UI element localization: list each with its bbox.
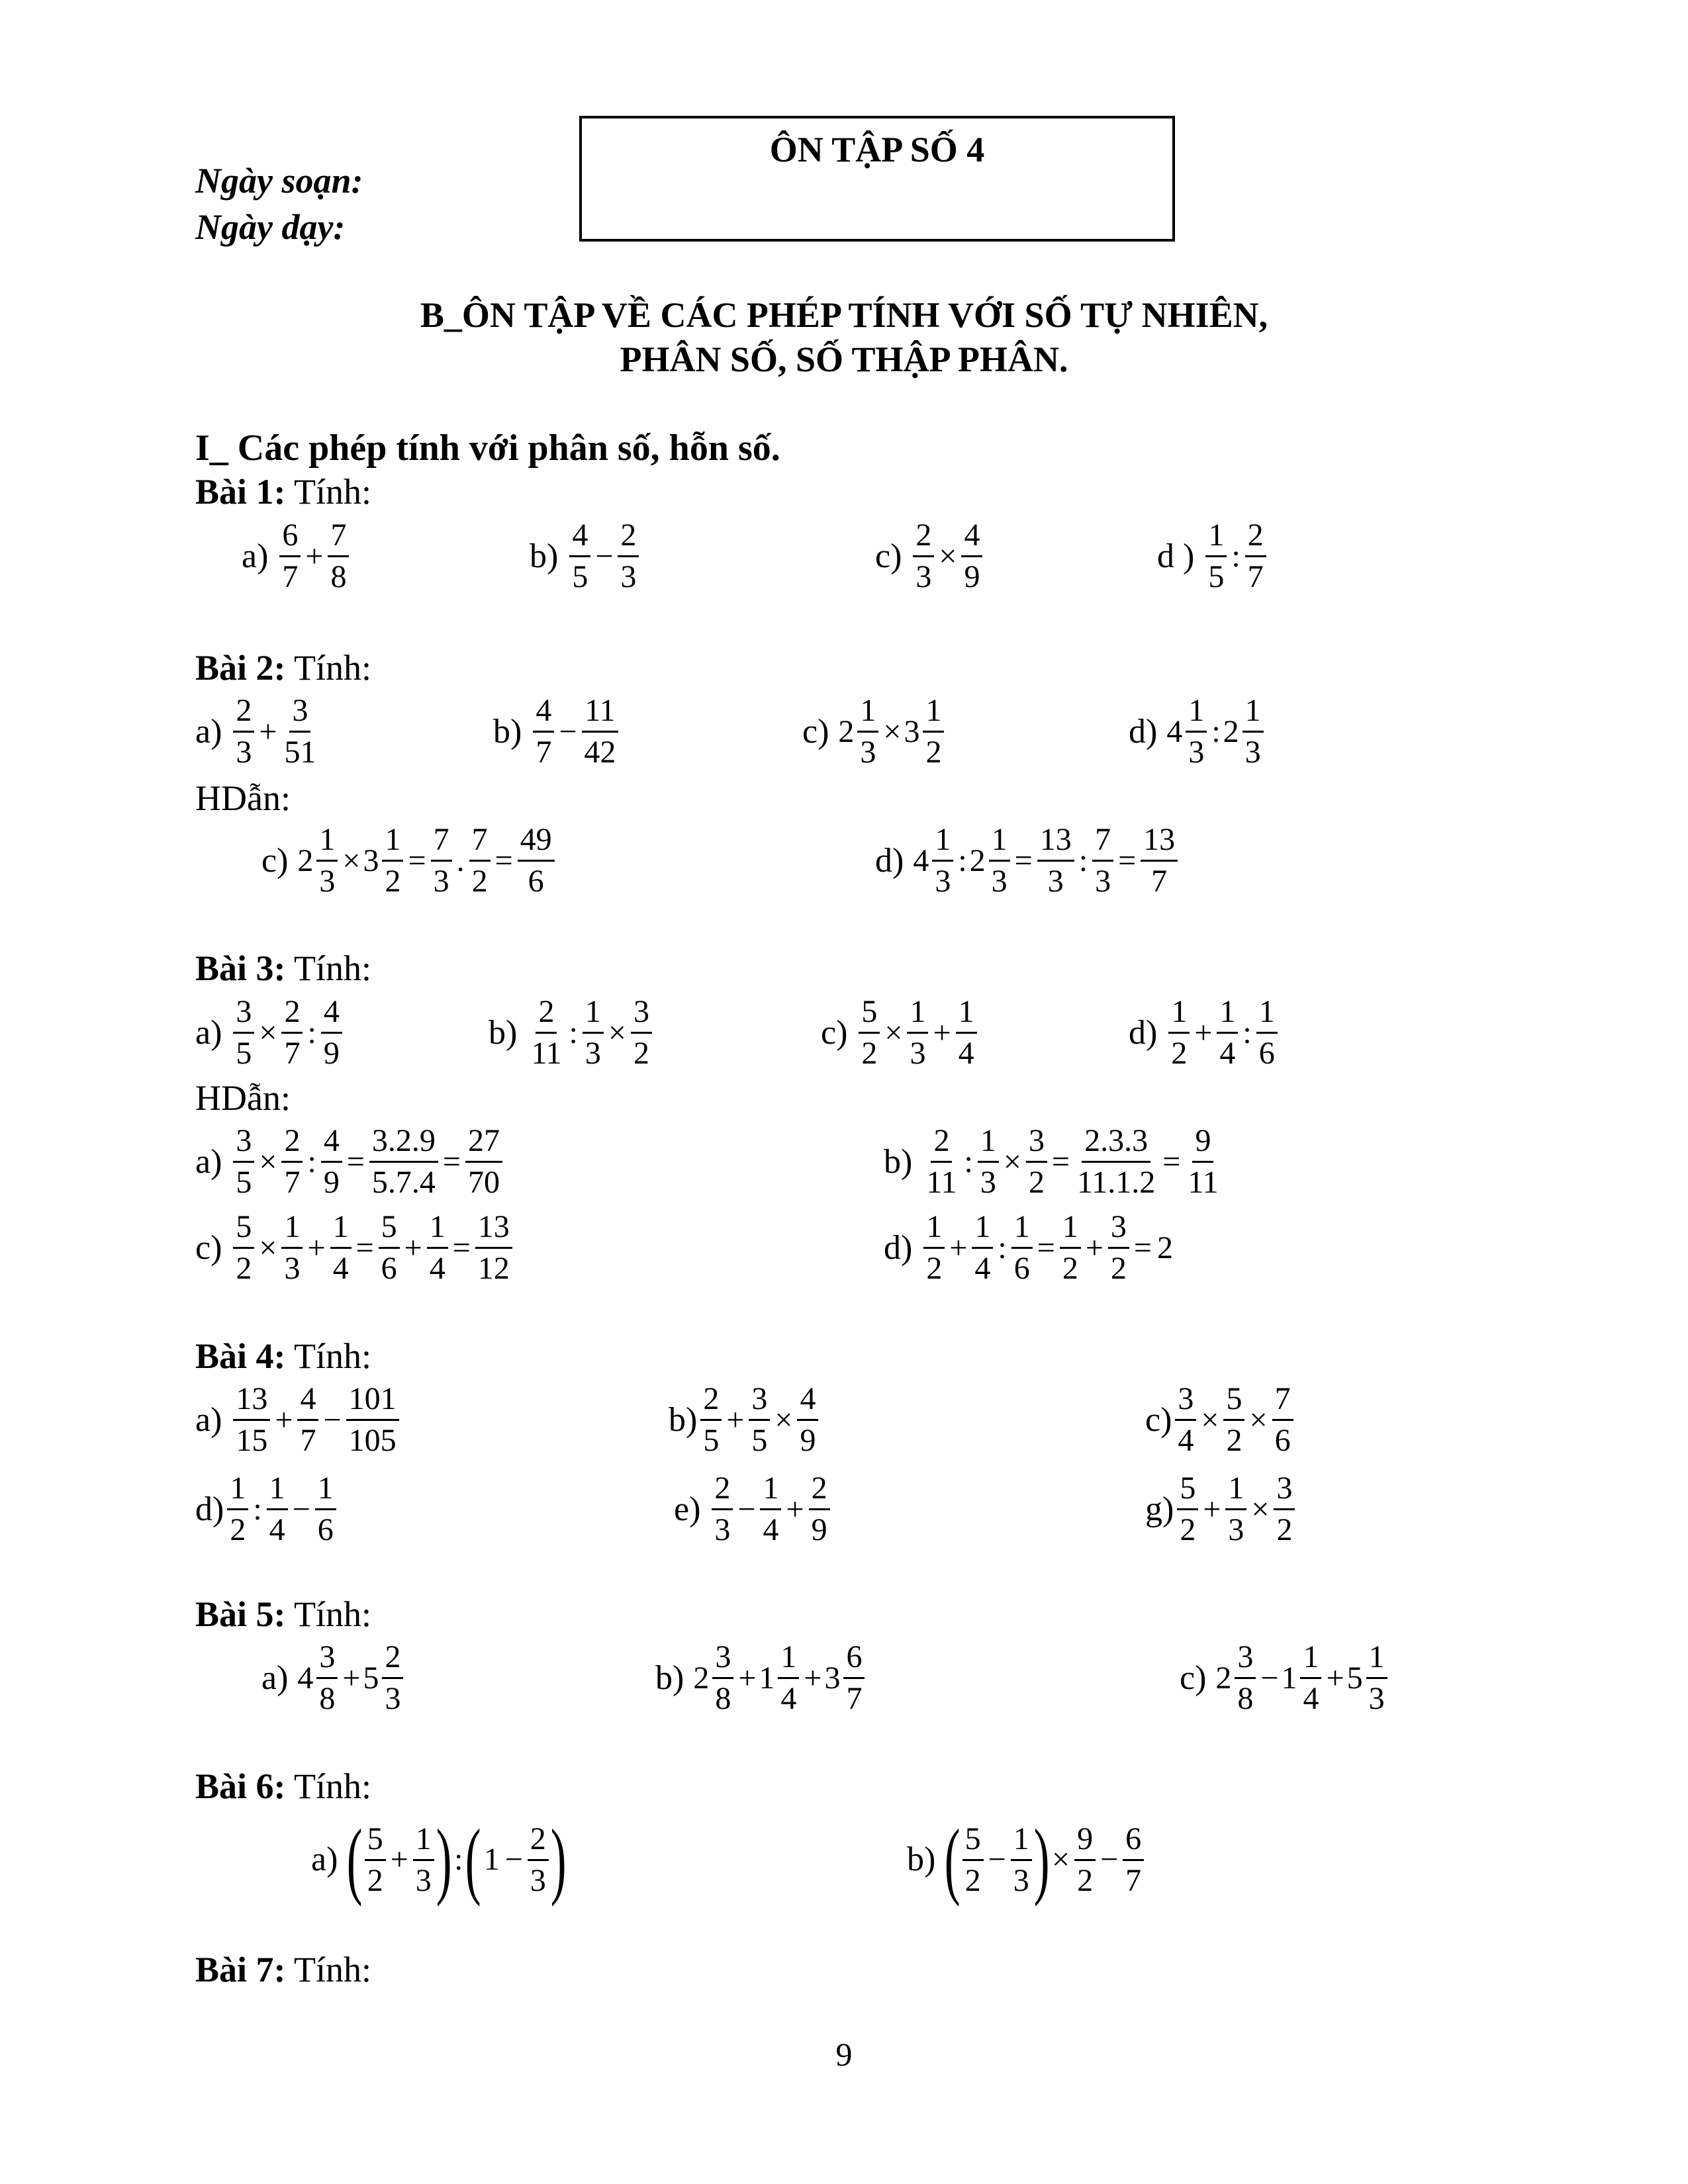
hdan-label: HDẫn:: [195, 778, 291, 818]
fraction: $\frac{2}{3}$: [528, 1823, 549, 1897]
item-label: c): [1180, 1659, 1207, 1697]
fraction: $\frac{9}{11}$: [1188, 1123, 1219, 1200]
fraction: $\frac{2}{11}$: [531, 994, 562, 1071]
fraction: $\frac{13}{3}$: [1037, 824, 1074, 897]
bai5-a: a) 4 $\frac{3}{8}$ + 5 $\frac{2}{3}$: [261, 1641, 405, 1715]
title-box: [579, 116, 1175, 242]
item-label: b): [884, 1142, 913, 1181]
item-label: c): [802, 712, 829, 751]
bai2-hd-d: d) 4 $\frac{1}{3}$ : 2 $\frac{1}{3}$ = $\frac{13}{3}$ : $\frac{7}{3}$ = $\frac{13}{7}$: [875, 824, 1180, 897]
fraction: $\frac{1}{3}$: [857, 695, 878, 768]
fraction: $\frac{2}{3}$: [618, 520, 639, 593]
fraction: $\frac{1}{5}$: [1205, 520, 1227, 593]
bai-label: Bài 6:: [195, 1766, 286, 1806]
fraction: $\frac{1}{3}$: [1225, 1473, 1246, 1546]
fraction: $\frac{5}{2}$: [233, 1211, 254, 1285]
item-label: c): [1145, 1400, 1172, 1439]
tinh-text: Tính:: [294, 1336, 372, 1376]
tinh-text: Tính:: [294, 1950, 372, 1989]
bai6-b: b) ( $\frac{5}{2}$ − $\frac{1}{3}$ ) × $\frac{9}{2}$ − $\frac{6}{7}$: [907, 1817, 1146, 1903]
fraction: $\frac{1}{4}$: [1217, 996, 1238, 1069]
operator: :: [1231, 538, 1241, 574]
fraction: $\frac{5}{2}$: [1177, 1473, 1198, 1546]
item-label: b): [669, 1400, 698, 1439]
bai4-a: a) $\frac{13}{15}$ + $\frac{4}{7}$ − $\frac{101}{105}$: [195, 1383, 401, 1457]
operator: +: [305, 538, 324, 574]
fraction: $\frac{2}{11}$: [926, 1123, 957, 1200]
section-title: I_ Các phép tính với phân số, hỗn số.: [195, 428, 780, 469]
bai-4-title: [195, 1336, 371, 1377]
operator: +: [259, 713, 277, 749]
fraction: $\frac{3}{2}$: [631, 996, 652, 1069]
item-label: b): [907, 1841, 936, 1878]
bai-label: Bài 2:: [195, 648, 286, 688]
item-label: d): [1129, 712, 1158, 751]
bai3-c: c) $\frac{5}{2}$ × $\frac{1}{3}$ + $\frac{1}{4}$: [821, 996, 979, 1069]
bai2-hd-c: c) 2 $\frac{1}{3}$ × 3 $\frac{1}{2}$ = $\frac{7}{3}$ . $\frac{7}{2}$ = $\frac{49}{6}$: [261, 824, 557, 897]
fraction: $\frac{3}{5}$: [233, 996, 254, 1069]
fraction: $\frac{3}{2}$: [1026, 1125, 1047, 1199]
bai6-a: a) ( $\frac{5}{2}$ + $\frac{1}{3}$ ) : ( 1 − $\frac{2}{3}$ ): [311, 1812, 567, 1907]
bai1-a: [242, 520, 351, 593]
fraction: $\frac{1}{3}$: [281, 1211, 303, 1285]
operator: :: [1211, 713, 1221, 749]
fraction: $\frac{7}{3}$: [431, 824, 452, 897]
item-label: b): [489, 1013, 518, 1052]
fraction: $\frac{6}{7}$: [1123, 1823, 1144, 1897]
fraction: $\frac{49}{6}$: [518, 824, 555, 897]
bai4-c: c) $\frac{3}{4}$ × $\frac{5}{2}$ × $\frac{7}{6}$: [1145, 1383, 1295, 1457]
fraction: $\frac{4}{9}$: [321, 1125, 342, 1199]
fraction: $\frac{13}{7}$: [1141, 824, 1178, 897]
fraction: $\frac{4}{9}$: [961, 520, 982, 593]
fraction: $\frac{1}{3}$: [1186, 695, 1207, 768]
fraction: $\frac{7}{3}$: [1092, 824, 1113, 897]
whole-part: 3: [904, 713, 920, 749]
fraction: $\frac{6}{7}$: [843, 1641, 865, 1715]
bai1-c: [875, 520, 984, 593]
fraction: $\frac{3.2.9}{5.7.4}$: [369, 1125, 438, 1199]
fraction: $\frac{1}{4}$: [1300, 1641, 1321, 1715]
fraction: $\frac{5}{2}$: [962, 1823, 984, 1897]
fraction: $\frac{3}{8}$: [712, 1641, 733, 1715]
fraction: $\frac{3}{2}$: [1108, 1211, 1129, 1285]
fraction: $\frac{1}{3}$: [989, 824, 1010, 897]
fraction: $\frac{1}{2}$: [382, 824, 403, 897]
fraction: $\frac{1}{4}$: [330, 1211, 352, 1285]
item-label: g): [1145, 1490, 1174, 1528]
fraction: $\frac{3}{8}$: [1235, 1641, 1256, 1715]
fraction: $\frac{2}{9}$: [809, 1473, 830, 1546]
fraction: $\frac{1}{4}$: [956, 996, 977, 1069]
fraction: $\frac{3}{8}$: [316, 1641, 338, 1715]
fraction: $\frac{1}{3}$: [907, 996, 928, 1069]
bai2-a: [195, 695, 320, 768]
item-label: c): [195, 1228, 222, 1267]
fraction: $\frac{5}{2}$: [859, 996, 880, 1069]
bai3-hd-c: c) $\frac{5}{2}$ × $\frac{1}{3}$ + $\frac{1}{4}$ = $\frac{5}{6}$ + $\frac{1}{4}$ = $\frac{13}{12}$: [195, 1211, 514, 1285]
fraction: $\frac{6}{7}$: [279, 520, 301, 593]
fraction: $\frac{3}{2}$: [1274, 1473, 1295, 1546]
fraction: $\frac{13}{12}$: [475, 1211, 512, 1285]
tinh-text: Tính:: [294, 948, 372, 988]
operator: ×: [939, 538, 957, 574]
bai-5-title: [195, 1594, 371, 1635]
right-paren: ): [1033, 1812, 1050, 1907]
fraction: $\frac{1}{6}$: [315, 1473, 336, 1546]
fraction: $\frac{4}{7}$: [533, 695, 554, 768]
fraction: $\frac{13}{15}$: [233, 1383, 270, 1457]
bai1-b: [530, 520, 641, 593]
bai5-b: b) 2 $\frac{3}{8}$ + 1 $\frac{1}{4}$ + 3 $\frac{6}{7}$: [655, 1641, 867, 1715]
item-label: b): [530, 537, 559, 575]
item-label: a): [195, 1013, 222, 1052]
fraction: $\frac{7}{8}$: [328, 520, 349, 593]
lesson-title: ÔN TẬP SỐ 4: [769, 130, 985, 169]
heading-line-2: PHÂN SỐ, SỐ THẬP PHÂN.: [620, 340, 1068, 379]
fraction: $\frac{5}{2}$: [365, 1823, 386, 1897]
bai4-b: b) $\frac{2}{5}$ + $\frac{3}{5}$ × $\frac{4}{9}$: [669, 1383, 820, 1457]
operator: ×: [883, 713, 902, 749]
fraction: $\frac{1}{4}$: [972, 1211, 993, 1285]
bai2-d: [1129, 695, 1266, 768]
item-label: b): [655, 1659, 684, 1697]
left-paren: (: [347, 1812, 363, 1907]
fraction: $\frac{5}{2}$: [1223, 1383, 1244, 1457]
fraction: $\frac{1}{3}$: [932, 824, 953, 897]
fraction: $\frac{1}{6}$: [1256, 996, 1278, 1069]
item-label: d): [875, 841, 904, 880]
whole-part: 4: [1166, 713, 1183, 749]
fraction: $\frac{2}{3}$: [382, 1641, 403, 1715]
bai-1-title: [195, 471, 371, 512]
fraction: $\frac{1}{3}$: [1366, 1641, 1387, 1715]
bai3-d: d) $\frac{1}{2}$ + $\frac{1}{4}$ : $\frac{1}{6}$: [1129, 996, 1280, 1069]
item-label: d): [1129, 1013, 1158, 1052]
fraction: $\frac{2.3.3}{11.1.2}$: [1077, 1123, 1156, 1200]
bai3-b: b) $\frac{2}{11}$ : $\frac{1}{3}$ × $\frac{3}{2}$: [489, 996, 654, 1069]
bai3-hd-d: d) $\frac{1}{2}$ + $\frac{1}{4}$ : $\frac{1}{6}$ = $\frac{1}{2}$ + $\frac{3}{2}$ = 2: [884, 1209, 1173, 1286]
item-label: a): [195, 1400, 222, 1439]
fraction: $\frac{7}{6}$: [1272, 1383, 1293, 1457]
fraction: $\frac{2}{7}$: [281, 996, 303, 1069]
fraction: $\frac{2}{5}$: [700, 1383, 722, 1457]
bai-3-title: [195, 948, 371, 989]
fraction: $\frac{4}{5}$: [569, 520, 590, 593]
bai-label: Bài 1:: [195, 472, 286, 512]
fraction: $\frac{1}{2}$: [1060, 1211, 1081, 1285]
bai4-e: e) $\frac{2}{3}$ − $\frac{1}{4}$ + $\frac{2}{9}$: [674, 1473, 832, 1546]
page-number: 9: [835, 2036, 853, 2073]
tinh-text: Tính:: [294, 648, 372, 688]
item-label: a): [311, 1841, 338, 1878]
fraction: $\frac{2}{3}$: [712, 1473, 733, 1546]
tinh-text: Tính:: [294, 1594, 372, 1634]
tinh-text: Tính:: [294, 472, 372, 512]
fraction: $\frac{1}{3}$: [413, 1823, 434, 1897]
fraction: $\frac{1}{2}$: [227, 1473, 248, 1546]
bai2-c: [802, 695, 946, 768]
item-label: d ): [1157, 537, 1195, 575]
item-label: e): [674, 1490, 701, 1528]
bai-label: Bài 7:: [195, 1950, 286, 1989]
tinh-text: Tính:: [294, 1766, 372, 1806]
fraction: $\frac{1}{3}$: [583, 996, 604, 1069]
fraction: $\frac{2}{7}$: [1245, 520, 1266, 593]
right-paren: ): [436, 1812, 452, 1907]
fraction: $\frac{1}{4}$: [427, 1211, 448, 1285]
fraction: $\frac{2}{3}$: [233, 695, 254, 768]
item-label: c): [261, 841, 289, 880]
item-label: c): [821, 1013, 848, 1052]
bai-6-title: [195, 1766, 371, 1807]
item-label: c): [875, 537, 902, 575]
fraction: $\frac{1}{6}$: [1011, 1211, 1033, 1285]
whole-part: 2: [838, 713, 855, 749]
item-label: d): [195, 1490, 224, 1528]
fraction: $\frac{1}{2}$: [1168, 996, 1190, 1069]
bai-7-title: [195, 1949, 371, 1990]
fraction: $\frac{101}{105}$: [346, 1383, 399, 1457]
bai4-d: d) $\frac{1}{2}$ : $\frac{1}{4}$ − $\frac{1}{6}$: [195, 1473, 338, 1546]
bai4-g: g) $\frac{5}{2}$ + $\frac{1}{3}$ × $\frac{3}{2}$: [1145, 1473, 1297, 1546]
bai5-c: c) 2 $\frac{3}{8}$ − 1 $\frac{1}{4}$ + 5 $\frac{1}{3}$: [1180, 1641, 1389, 1715]
item-label: a): [242, 537, 269, 575]
fraction: $\frac{27}{70}$: [465, 1125, 502, 1199]
fraction: $\frac{1}{2}$: [923, 695, 944, 768]
item-label: a): [195, 1142, 222, 1181]
left-paren: (: [465, 1812, 481, 1907]
ngay-day-label: Ngày dạy:: [195, 207, 346, 247]
bai-label: Bài 4:: [195, 1336, 286, 1376]
fraction: $\frac{1}{3}$: [1011, 1823, 1032, 1897]
fraction: $\frac{1}{3}$: [316, 824, 338, 897]
fraction: $\frac{3}{51}$: [284, 693, 316, 770]
item-label: a): [195, 712, 222, 751]
heading-line-1: B_ÔN TẬP VỀ CÁC PHÉP TÍNH VỚI SỐ TỰ NHIÊN,: [420, 295, 1268, 335]
fraction: $\frac{3}{5}$: [233, 1125, 254, 1199]
left-paren: (: [945, 1812, 961, 1907]
whole-part: 2: [1223, 713, 1239, 749]
fraction: $\frac{3}{5}$: [749, 1383, 770, 1457]
bai-label: Bài 3:: [195, 948, 286, 988]
bai-2-title: [195, 647, 371, 688]
fraction: $\frac{11}{42}$: [581, 695, 618, 768]
fraction: $\frac{1}{3}$: [1243, 695, 1264, 768]
fraction: $\frac{7}{2}$: [469, 824, 491, 897]
fraction: $\frac{2}{3}$: [913, 520, 934, 593]
fraction: $\frac{1}{4}$: [778, 1641, 799, 1715]
fraction: $\frac{9}{2}$: [1074, 1823, 1096, 1897]
bai-label: Bài 5:: [195, 1594, 286, 1634]
item-label: b): [493, 712, 522, 751]
fraction: $\frac{4}{9}$: [797, 1383, 818, 1457]
bai2-b: [493, 695, 620, 768]
right-paren: ): [550, 1812, 567, 1907]
bai3-hd-a: a) $\frac{3}{5}$ × $\frac{2}{7}$ : $\frac{4}{9}$ = $\frac{3.2.9}{5.7.4}$ = $\frac{27}{70}$: [195, 1125, 504, 1199]
operator: −: [595, 538, 614, 574]
item-label: a): [261, 1659, 289, 1697]
bai1-d: [1157, 520, 1268, 593]
bai3-a: a) $\frac{3}{5}$ × $\frac{2}{7}$ : $\frac{4}{9}$: [195, 996, 344, 1069]
fraction: $\frac{4}{9}$: [321, 996, 342, 1069]
fraction: $\frac{4}{7}$: [297, 1383, 318, 1457]
fraction: $\frac{1}{2}$: [923, 1211, 945, 1285]
fraction: $\frac{3}{4}$: [1175, 1383, 1196, 1457]
operator: −: [559, 713, 577, 749]
hdan-label: HDẫn:: [195, 1078, 291, 1118]
fraction: $\frac{1}{4}$: [267, 1473, 288, 1546]
fraction: $\frac{1}{4}$: [760, 1473, 781, 1546]
ngay-soan-label: Ngày soạn:: [195, 161, 363, 201]
fraction: $\frac{5}{6}$: [379, 1211, 400, 1285]
item-label: d): [884, 1228, 913, 1267]
bai3-hd-b: b) $\frac{2}{11}$ : $\frac{1}{3}$ × $\frac{3}{2}$ = $\frac{2.3.3}{11.1.2}$ = $\frac{9}{11}$: [884, 1125, 1223, 1199]
fraction: $\frac{1}{3}$: [978, 1125, 999, 1199]
fraction: $\frac{2}{7}$: [281, 1125, 303, 1199]
